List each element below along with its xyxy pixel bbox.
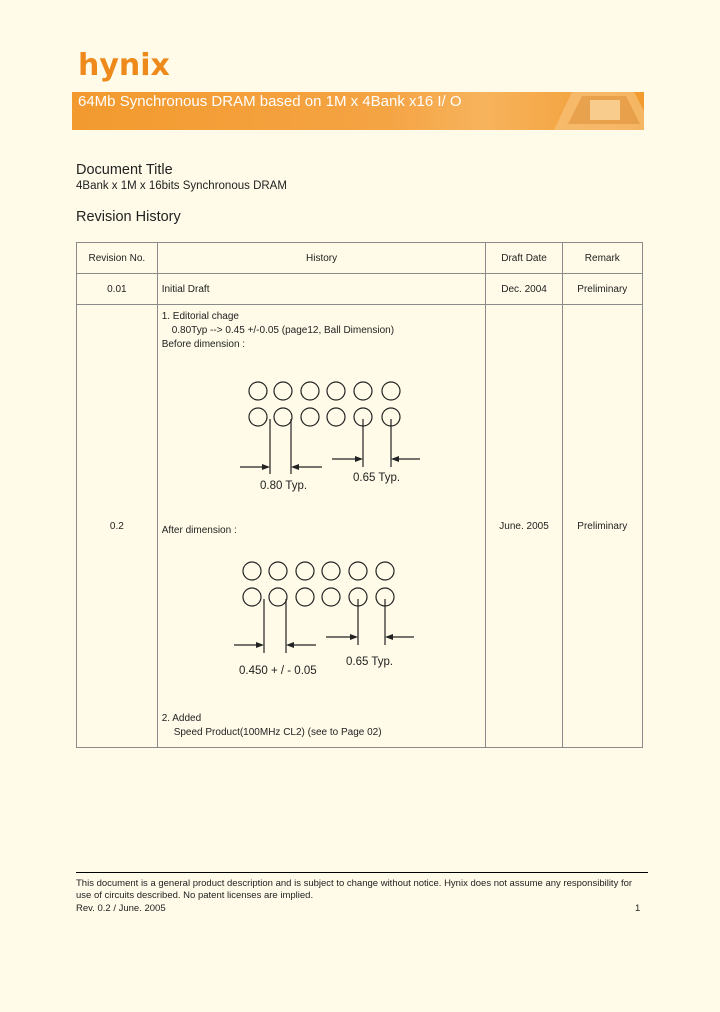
footer-disclaimer <box>76 878 632 902</box>
column-header: Revision No. <box>77 243 158 274</box>
history-cell <box>157 305 486 748</box>
remark-cell: Preliminary <box>562 305 642 748</box>
header-banner <box>72 92 644 130</box>
before-label-065: 0.65 Typ. <box>352 472 400 484</box>
chip-graphic-icon <box>542 92 644 130</box>
after-dimension-diagram <box>158 545 482 685</box>
footer-divider <box>76 872 648 873</box>
after-label-065: 0.65 Typ. <box>345 656 393 668</box>
page-number: 1 <box>635 903 641 914</box>
ball-grid <box>249 382 400 426</box>
column-header: Remark <box>562 243 642 274</box>
column-header: History <box>157 243 486 274</box>
hynix-logo: hynix <box>78 48 170 83</box>
ball-grid <box>243 562 394 606</box>
date-cell: June. 2005 <box>486 305 562 748</box>
remark-cell: Preliminary <box>562 274 642 305</box>
after-label-045: 0.450 + / - 0.05 <box>238 665 317 677</box>
history-line: Before dimension : <box>161 339 246 350</box>
history-cell: Initial Draft <box>157 274 486 305</box>
table-row <box>77 274 643 305</box>
disclaimer-line: This document is a general product description and is subject to change without notice. Hynix does not assume any responsibility for <box>76 878 633 889</box>
column-header: Draft Date <box>486 243 562 274</box>
document-title-value: 4Bank x 1M x 16bits Synchronous DRAM <box>76 180 287 192</box>
table-header-row <box>77 243 643 274</box>
revision-history-table <box>76 242 643 748</box>
dimension-arrows <box>256 634 393 648</box>
history-line: Speed Product(100MHz CL2) (see to Page 02) <box>173 727 382 738</box>
revision-cell: 0.2 <box>77 305 158 748</box>
before-dimension-diagram <box>158 359 482 495</box>
dimension-arrows <box>262 456 399 470</box>
history-line: 1. Editorial chage <box>161 311 239 322</box>
date-cell: Dec. 2004 <box>486 274 562 305</box>
revision-history-heading: Revision History <box>76 209 181 225</box>
history-line: 0.80Typ --> 0.45 +/-0.05 (page12, Ball Dimension) <box>171 325 395 336</box>
dimension-lines <box>240 419 420 474</box>
document-title-heading: Document Title <box>76 162 173 178</box>
disclaimer-line: use of circuits described. No patent licenses are implied. <box>76 890 314 901</box>
footer-revision: Rev. 0.2 / June. 2005 <box>76 903 166 914</box>
before-label-080: 0.80 Typ. <box>259 480 307 492</box>
history-line: After dimension : <box>161 525 237 536</box>
revision-cell: 0.01 <box>77 274 158 305</box>
table-row <box>77 305 643 748</box>
history-line: 2. Added <box>161 713 202 724</box>
banner-title: 64Mb Synchronous DRAM based on 1M x 4Bank x16 I/ O <box>78 93 462 110</box>
